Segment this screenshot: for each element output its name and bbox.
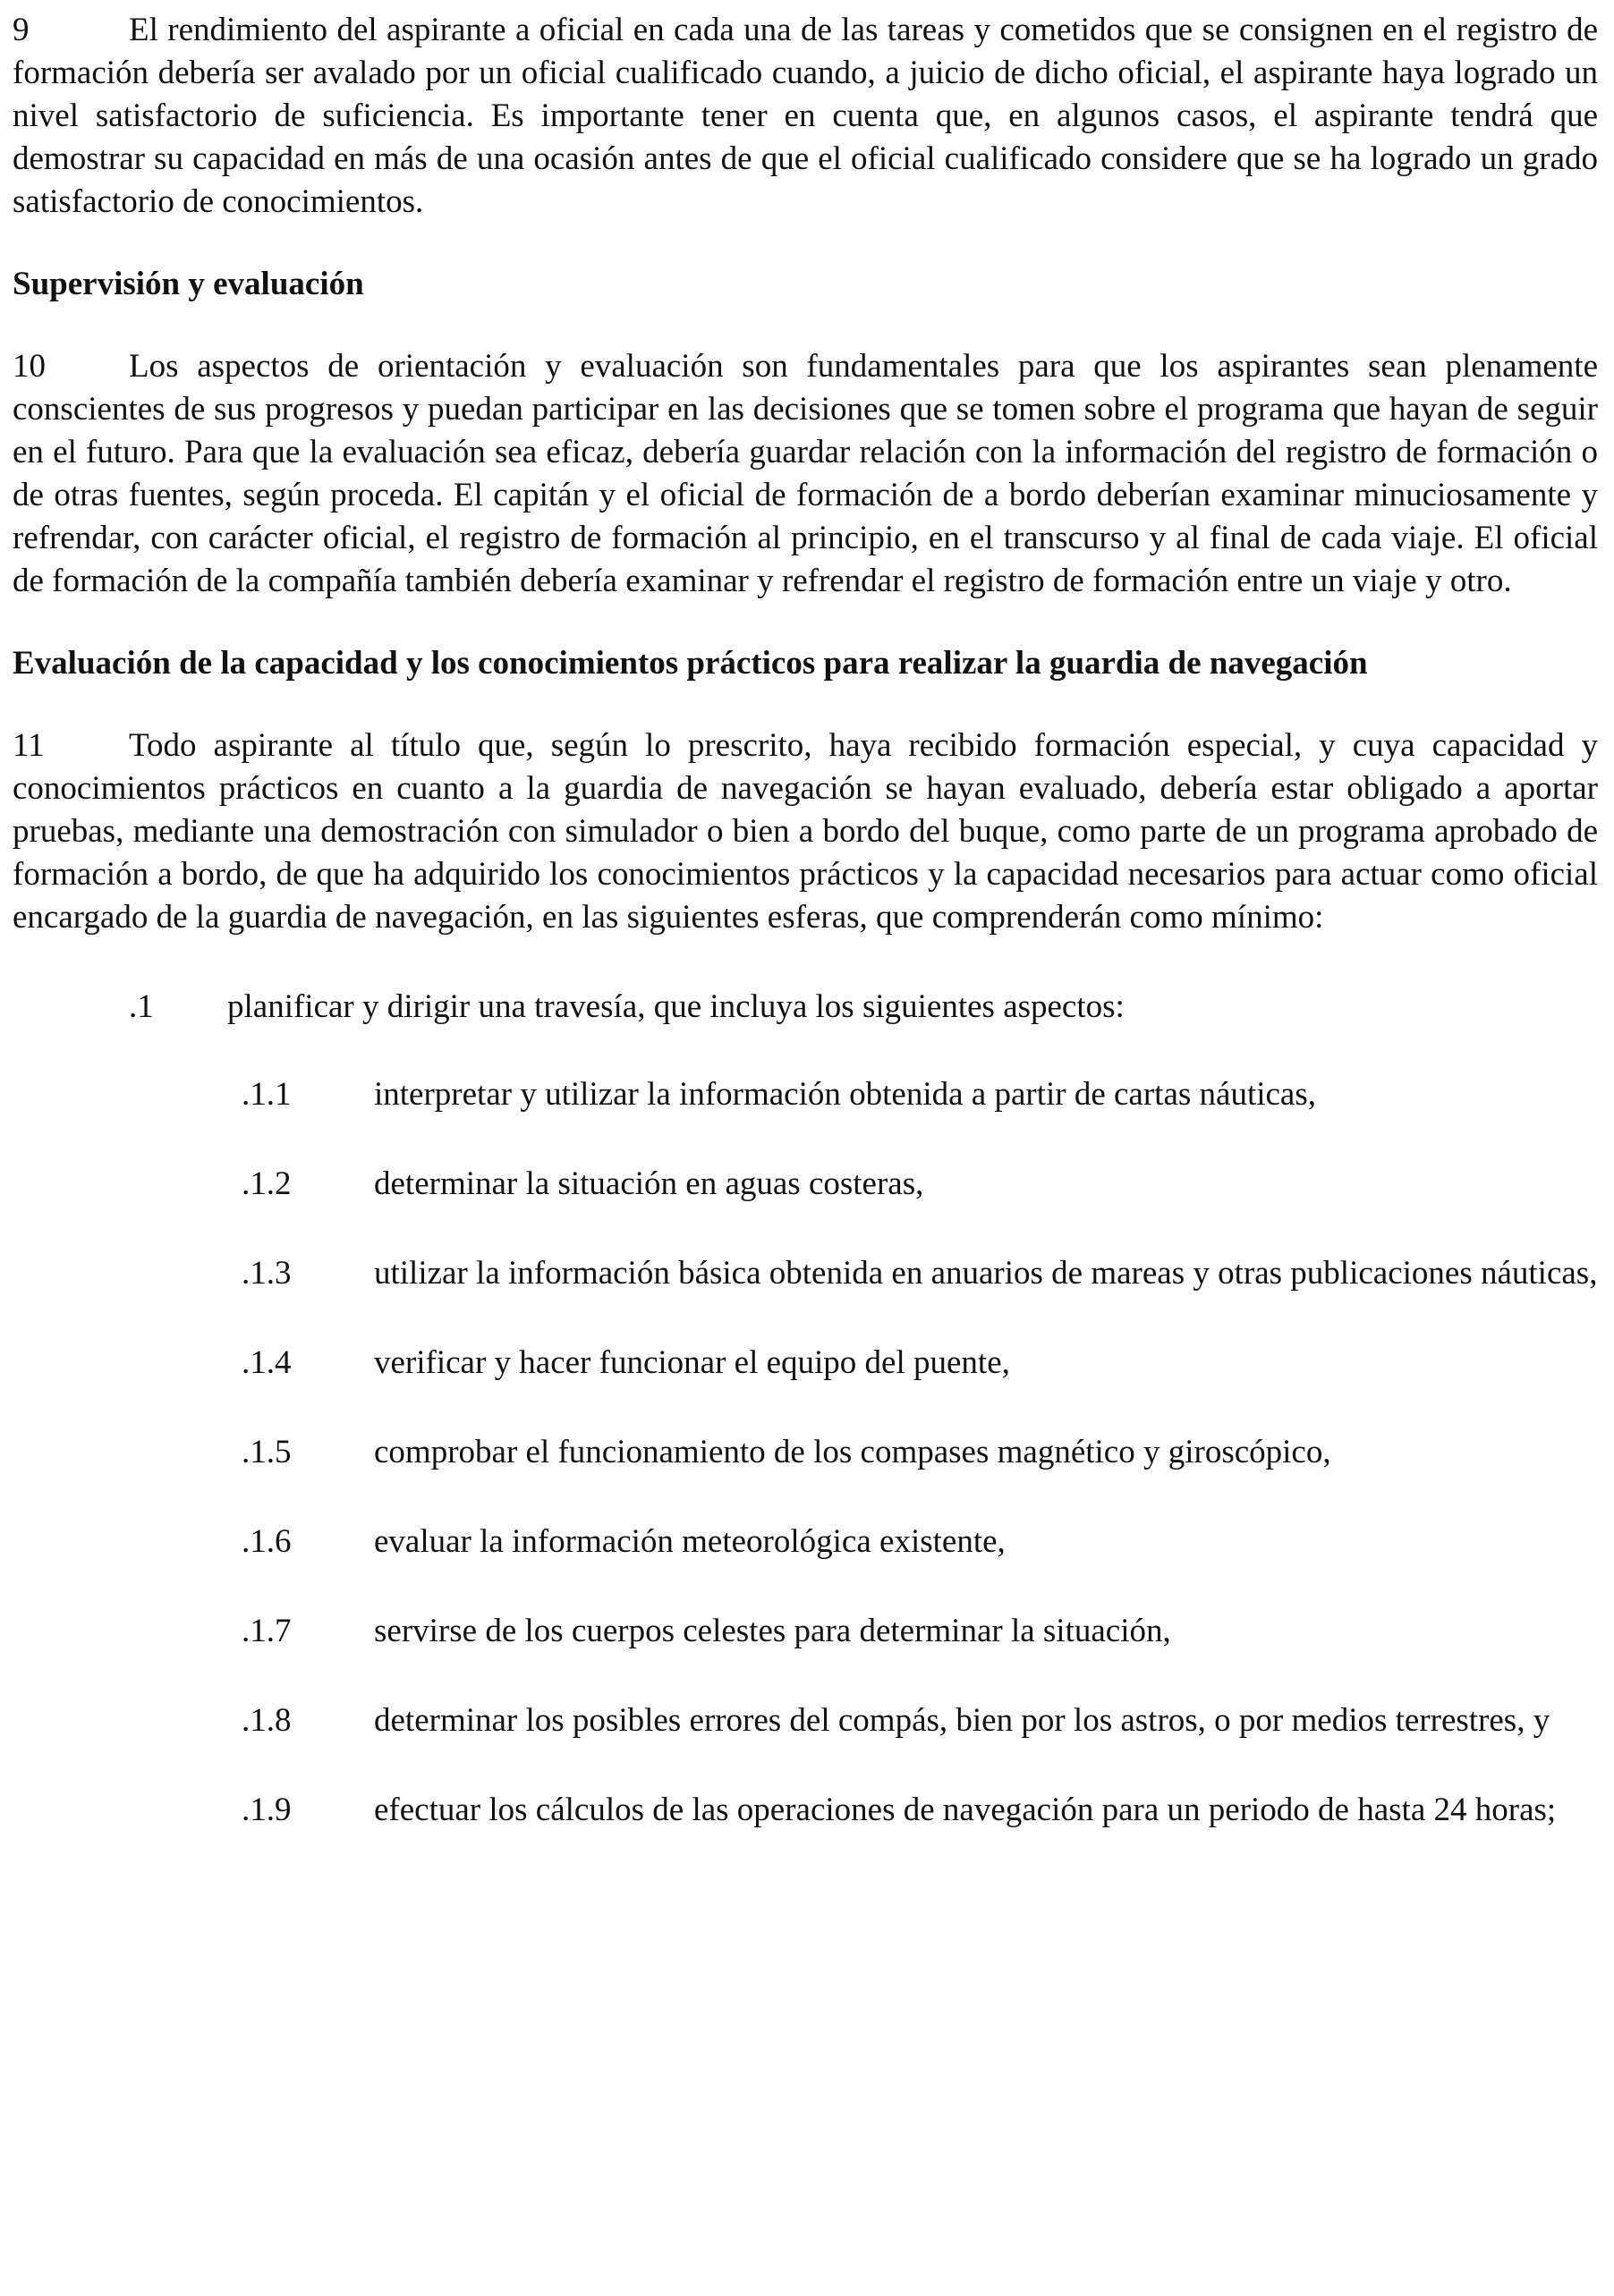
paragraph-text: El rendimiento del aspirante a oficial en cada una de las tareas y cometidos que se consignen en el registro de formación debería ser avalado por un oficial cualificado cuando, a juicio de dicho oficial, el aspirante haya logrado un nivel satisfactorio de suficiencia. Es importante tener en cuenta que, en algunos casos, el aspirante tendrá que demostrar su capacidad en más de una ocasión antes de que el oficial cualificado considere que se ha logrado un grado satisfactorio de conocimientos. bbox=[13, 12, 1598, 220]
paragraph-11 bbox=[13, 724, 1598, 939]
sub-list-item bbox=[13, 1521, 1598, 1563]
sub-list-item bbox=[13, 1073, 1598, 1116]
paragraph-text: Los aspectos de orientación y evaluación son fundamentales para que los aspirantes sean plenamente conscientes de sus progresos y puedan participar en las decisiones que se tomen sobre el programa que hayan de seguir en el futuro. Para que la evaluación sea eficaz, debería guardar relación con la información del registro de formación o de otras fuentes, según proceda. El capitán y el oficial de formación de a bordo deberían examinar minuciosamente y refrendar, con carácter oficial, el registro de formación al principio, en el transcurso y al final de cada viaje. El oficial de formación de la compañía también debería examinar y refrendar el registro de formación entre un viaje y otro. bbox=[13, 348, 1598, 599]
paragraph-number: 11 bbox=[13, 727, 45, 764]
sub-list-marker: .1.5 bbox=[242, 1434, 292, 1470]
list-item-text: planificar y dirigir una travesía, que incluya los siguientes aspectos: bbox=[227, 988, 1125, 1025]
sub-list-text: comprobar el funcionamiento de los compases magnético y giroscópico, bbox=[374, 1434, 1331, 1470]
sub-list-marker: .1.6 bbox=[242, 1523, 292, 1560]
sub-list-marker: .1.7 bbox=[242, 1613, 292, 1649]
sub-list-marker: .1.4 bbox=[242, 1344, 292, 1381]
sub-list-marker: .1.1 bbox=[242, 1076, 292, 1113]
list-item-1 bbox=[13, 986, 1598, 1029]
sub-list-text: utilizar la información básica obtenida en anuarios de mareas y otras publicaciones náuticas, bbox=[374, 1255, 1598, 1292]
sub-list-text: interpretar y utilizar la información obtenida a partir de cartas náuticas, bbox=[374, 1076, 1317, 1113]
paragraph-10 bbox=[13, 345, 1598, 603]
sub-list-text: efectuar los cálculos de las operaciones de navegación para un periodo de hasta 24 horas; bbox=[374, 1792, 1557, 1828]
sub-list-text: servirse de los cuerpos celestes para determinar la situación, bbox=[374, 1613, 1171, 1649]
sub-list-item bbox=[13, 1431, 1598, 1474]
sub-list-item bbox=[13, 1610, 1598, 1653]
sub-list-marker: .1.3 bbox=[242, 1255, 292, 1292]
sub-list-item bbox=[13, 1699, 1598, 1742]
section-heading-supervision: Supervisión y evaluación bbox=[13, 266, 364, 302]
document-page bbox=[13, 9, 1598, 1878]
sub-list-marker: .1.2 bbox=[242, 1165, 292, 1202]
sub-list-text: determinar los posibles errores del compás, bien por los astros, o por medios terrestres, y bbox=[374, 1702, 1550, 1739]
sub-list-text: determinar la situación en aguas costeras, bbox=[374, 1165, 924, 1202]
paragraph-number: 9 bbox=[13, 12, 30, 48]
paragraph-text: Todo aspirante al título que, según lo prescrito, haya recibido formación especial, y cuya capacidad y conocimientos prácticos en cuanto a la guardia de navegación se hayan evaluado, debería estar obligado a aportar pruebas, mediante una demostración con simulador o bien a bordo del buque, como parte de un programa aprobado de formación a bordo, de que ha adquirido los conocimientos prácticos y la capacidad necesarios para actuar como oficial encargado de la guardia de navegación, en las siguientes esferas, que comprenderán como mínimo: bbox=[13, 727, 1598, 936]
sub-list-item bbox=[13, 1342, 1598, 1385]
sub-list-item bbox=[13, 1789, 1598, 1832]
paragraph-9 bbox=[13, 9, 1598, 224]
list-marker: .1 bbox=[129, 988, 154, 1025]
sub-list-item bbox=[13, 1252, 1598, 1295]
sub-list-text: evaluar la información meteorológica existente, bbox=[374, 1523, 1006, 1560]
section-heading-evaluacion: Evaluación de la capacidad y los conocimientos prácticos para realizar la guardia de navegación bbox=[13, 645, 1368, 682]
sub-list-marker: .1.9 bbox=[242, 1792, 292, 1828]
sub-list-item bbox=[13, 1163, 1598, 1206]
sub-list-text: verificar y hacer funcionar el equipo del puente, bbox=[374, 1344, 1010, 1381]
paragraph-number: 10 bbox=[13, 348, 46, 385]
sub-list-marker: .1.8 bbox=[242, 1702, 292, 1739]
